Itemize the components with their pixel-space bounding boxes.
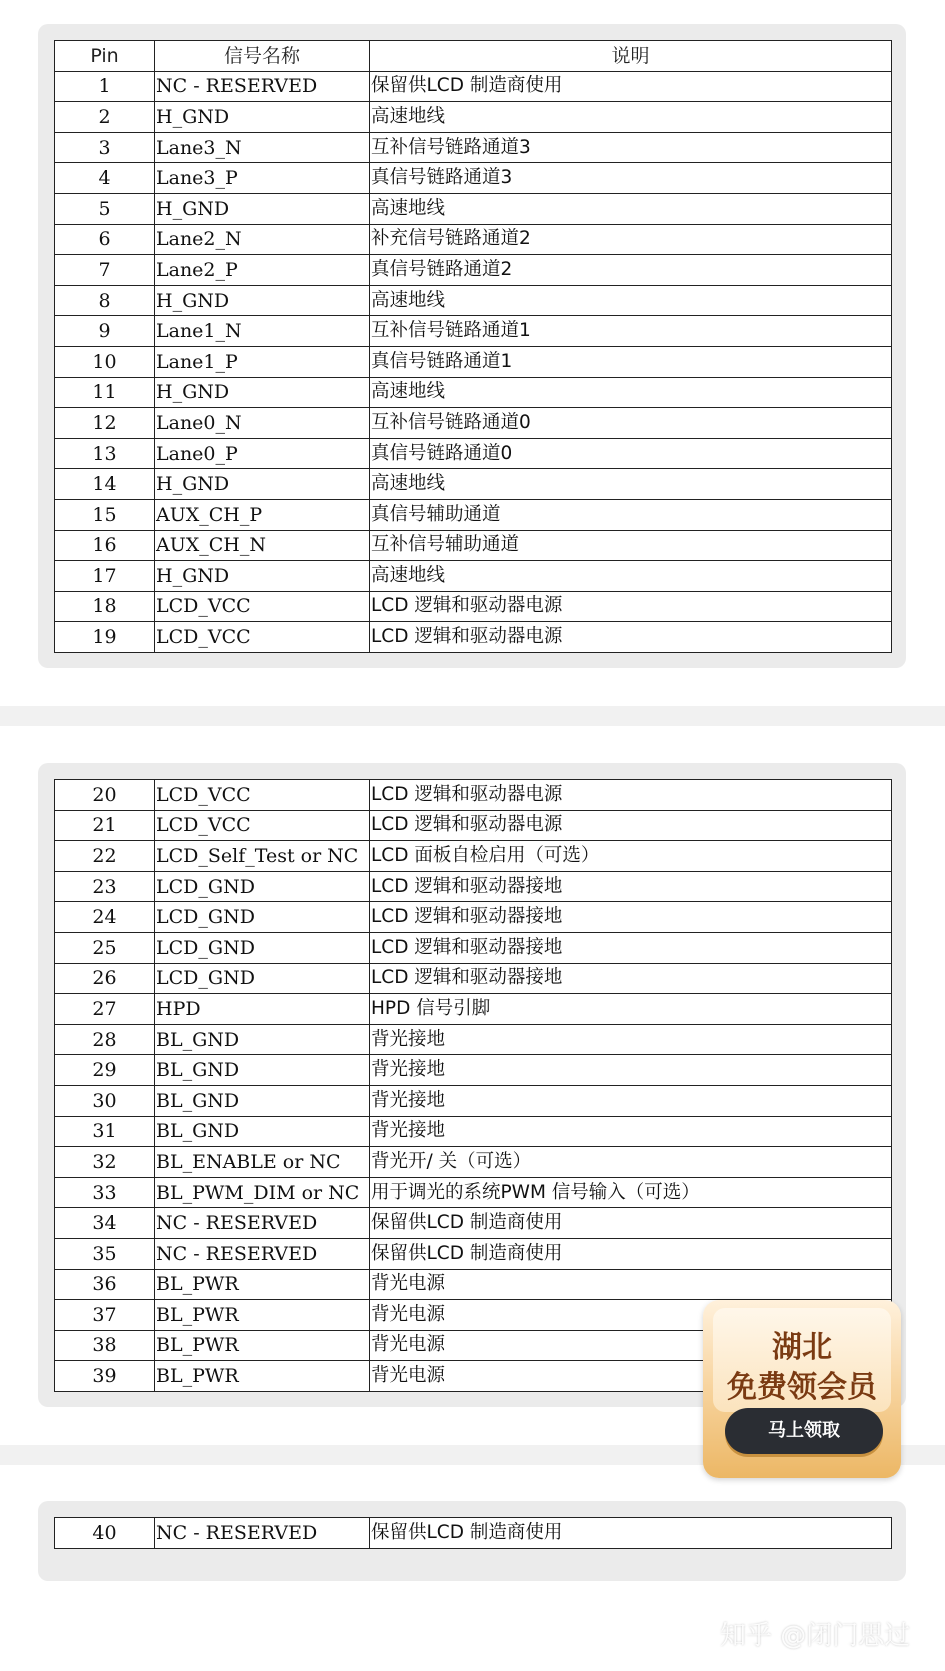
description-cell: 背光电源 [370, 1330, 892, 1361]
description-cell: 背光接地 [370, 1055, 892, 1086]
signal-cell: H_GND [155, 193, 370, 224]
promo-subtitle: 免费领会员 [727, 1370, 877, 1405]
table-row [55, 163, 892, 194]
signal-cell: LCD_VCC [155, 591, 370, 622]
pin-cell: 24 [55, 902, 155, 933]
description-cell: 真信号辅助通道 [370, 499, 892, 530]
description-cell: 高速地线 [370, 561, 892, 592]
description-cell: 保留供LCD 制造商使用 [370, 1208, 892, 1239]
table-body-1 [55, 71, 892, 652]
description-cell: 真信号链路通道2 [370, 255, 892, 286]
table-row [55, 1085, 892, 1116]
pin-cell: 14 [55, 469, 155, 500]
pin-table-1 [54, 40, 892, 653]
signal-cell: BL_GND [155, 1024, 370, 1055]
signal-cell: BL_GND [155, 1055, 370, 1086]
pin-cell: 5 [55, 193, 155, 224]
pin-cell: 6 [55, 224, 155, 255]
table-row [55, 438, 892, 469]
description-cell: 高速地线 [370, 285, 892, 316]
signal-cell: LCD_GND [155, 902, 370, 933]
table-row [55, 530, 892, 561]
pin-cell: 38 [55, 1330, 155, 1361]
signal-cell: BL_PWM_DIM or NC [155, 1177, 370, 1208]
table-row [55, 1177, 892, 1208]
description-cell: 真信号链路通道1 [370, 346, 892, 377]
pin-cell: 29 [55, 1055, 155, 1086]
signal-cell: LCD_GND [155, 963, 370, 994]
pin-cell: 31 [55, 1116, 155, 1147]
signal-cell: LCD_VCC [155, 810, 370, 841]
pin-cell: 36 [55, 1269, 155, 1300]
table-row [55, 377, 892, 408]
description-cell: LCD 逻辑和驱动器接地 [370, 932, 892, 963]
table-row [55, 841, 892, 872]
pin-cell: 7 [55, 255, 155, 286]
pin-cell: 1 [55, 71, 155, 102]
pin-cell: 2 [55, 102, 155, 133]
signal-cell: Lane3_P [155, 163, 370, 194]
signal-cell: LCD_Self_Test or NC [155, 841, 370, 872]
signal-cell: BL_ENABLE or NC [155, 1147, 370, 1178]
table-body-3 [55, 1518, 892, 1549]
signal-cell: NC - RESERVED [155, 1208, 370, 1239]
pin-cell: 10 [55, 346, 155, 377]
signal-cell: Lane3_N [155, 132, 370, 163]
claim-button[interactable]: 马上领取 [725, 1408, 883, 1454]
signal-cell: NC - RESERVED [155, 1518, 370, 1549]
table-row [55, 346, 892, 377]
table-row [55, 132, 892, 163]
table-row [55, 780, 892, 811]
table-row [55, 1518, 892, 1549]
table-header-row [55, 41, 892, 72]
pin-cell: 25 [55, 932, 155, 963]
signal-cell: HPD [155, 994, 370, 1025]
table-row [55, 963, 892, 994]
pin-cell: 39 [55, 1361, 155, 1392]
pin-cell: 4 [55, 163, 155, 194]
description-cell: LCD 逻辑和驱动器接地 [370, 871, 892, 902]
description-cell: 背光电源 [370, 1300, 892, 1331]
description-cell: LCD 逻辑和驱动器接地 [370, 963, 892, 994]
pin-cell: 3 [55, 132, 155, 163]
table-row [55, 561, 892, 592]
pin-cell: 27 [55, 994, 155, 1025]
signal-cell: Lane0_P [155, 438, 370, 469]
signal-cell: BL_GND [155, 1085, 370, 1116]
pin-cell: 21 [55, 810, 155, 841]
pin-cell: 9 [55, 316, 155, 347]
signal-cell: NC - RESERVED [155, 1238, 370, 1269]
description-cell: HPD 信号引脚 [370, 994, 892, 1025]
pin-cell: 28 [55, 1024, 155, 1055]
pin-cell: 34 [55, 1208, 155, 1239]
description-cell: 互补信号链路通道1 [370, 316, 892, 347]
description-cell: 真信号链路通道3 [370, 163, 892, 194]
pin-cell: 23 [55, 871, 155, 902]
table-row [55, 71, 892, 102]
description-cell: 背光开/ 关（可选） [370, 1147, 892, 1178]
description-cell: 互补信号链路通道3 [370, 132, 892, 163]
table-row [55, 255, 892, 286]
pin-cell: 11 [55, 377, 155, 408]
promo-title: 湖北 [772, 1330, 832, 1365]
description-cell: LCD 逻辑和驱动器电源 [370, 810, 892, 841]
signal-cell: BL_PWR [155, 1269, 370, 1300]
promo-badge[interactable] [703, 1300, 901, 1478]
signal-cell: NC - RESERVED [155, 71, 370, 102]
signal-cell: H_GND [155, 102, 370, 133]
signal-cell: LCD_VCC [155, 780, 370, 811]
description-cell: 保留供LCD 制造商使用 [370, 1238, 892, 1269]
description-cell: 背光电源 [370, 1361, 892, 1392]
pin-cell: 22 [55, 841, 155, 872]
table-row [55, 591, 892, 622]
table-row [55, 499, 892, 530]
signal-cell: H_GND [155, 377, 370, 408]
signal-cell: LCD_VCC [155, 622, 370, 653]
description-cell: 补充信号链路通道2 [370, 224, 892, 255]
table-row [55, 408, 892, 439]
signal-cell: AUX_CH_P [155, 499, 370, 530]
description-cell: 互补信号辅助通道 [370, 530, 892, 561]
header-signal: 信号名称 [155, 41, 370, 72]
pin-cell: 18 [55, 591, 155, 622]
signal-cell: H_GND [155, 285, 370, 316]
signal-cell: Lane1_P [155, 346, 370, 377]
signal-cell: LCD_GND [155, 871, 370, 902]
signal-cell: Lane2_P [155, 255, 370, 286]
table-row [55, 994, 892, 1025]
signal-cell: BL_PWR [155, 1330, 370, 1361]
description-cell: 高速地线 [370, 377, 892, 408]
table-row [55, 316, 892, 347]
description-cell: 互补信号链路通道0 [370, 408, 892, 439]
pin-cell: 8 [55, 285, 155, 316]
signal-cell: BL_GND [155, 1116, 370, 1147]
table-row [55, 1269, 892, 1300]
table-row [55, 1238, 892, 1269]
pin-cell: 19 [55, 622, 155, 653]
pin-cell: 16 [55, 530, 155, 561]
pin-cell: 32 [55, 1147, 155, 1178]
table-row [55, 102, 892, 133]
pin-cell: 30 [55, 1085, 155, 1116]
signal-cell: AUX_CH_N [155, 530, 370, 561]
signal-cell: H_GND [155, 561, 370, 592]
table-row [55, 622, 892, 653]
description-cell: LCD 逻辑和驱动器接地 [370, 902, 892, 933]
table-row [55, 1055, 892, 1086]
description-cell: 背光接地 [370, 1085, 892, 1116]
pin-cell: 26 [55, 963, 155, 994]
table-card-1 [38, 24, 906, 668]
description-cell: 用于调光的系统PWM 信号输入（可选） [370, 1177, 892, 1208]
header-description: 说明 [370, 41, 892, 72]
table-row [55, 224, 892, 255]
description-cell: LCD 逻辑和驱动器电源 [370, 780, 892, 811]
pin-cell: 33 [55, 1177, 155, 1208]
pin-cell: 12 [55, 408, 155, 439]
pin-cell: 13 [55, 438, 155, 469]
header-pin: Pin [55, 41, 155, 72]
table-row [55, 810, 892, 841]
pin-cell: 35 [55, 1238, 155, 1269]
table-row [55, 871, 892, 902]
signal-cell: BL_PWR [155, 1300, 370, 1331]
table-row [55, 932, 892, 963]
table-row [55, 193, 892, 224]
description-cell: LCD 面板自检启用（可选） [370, 841, 892, 872]
pin-cell: 37 [55, 1300, 155, 1331]
signal-cell: LCD_GND [155, 932, 370, 963]
table-card-3 [38, 1501, 906, 1581]
signal-cell: Lane2_N [155, 224, 370, 255]
description-cell: LCD 逻辑和驱动器电源 [370, 622, 892, 653]
description-cell: 背光电源 [370, 1269, 892, 1300]
table-row [55, 1024, 892, 1055]
description-cell: 真信号链路通道0 [370, 438, 892, 469]
table-row [55, 1208, 892, 1239]
pin-cell: 15 [55, 499, 155, 530]
description-cell: 保留供LCD 制造商使用 [370, 1518, 892, 1549]
table-row [55, 902, 892, 933]
description-cell: 高速地线 [370, 102, 892, 133]
table-row [55, 469, 892, 500]
pin-cell: 20 [55, 780, 155, 811]
signal-cell: BL_PWR [155, 1361, 370, 1392]
description-cell: LCD 逻辑和驱动器电源 [370, 591, 892, 622]
pin-cell: 40 [55, 1518, 155, 1549]
signal-cell: Lane1_N [155, 316, 370, 347]
description-cell: 高速地线 [370, 469, 892, 500]
table-row [55, 1147, 892, 1178]
table-row [55, 1116, 892, 1147]
description-cell: 背光接地 [370, 1024, 892, 1055]
signal-cell: Lane0_N [155, 408, 370, 439]
pin-table-3 [54, 1517, 892, 1549]
description-cell: 高速地线 [370, 193, 892, 224]
table-row [55, 285, 892, 316]
watermark: 知乎 @闭门思过 [720, 1621, 911, 1651]
description-cell: 保留供LCD 制造商使用 [370, 71, 892, 102]
description-cell: 背光接地 [370, 1116, 892, 1147]
promo-card [713, 1308, 891, 1412]
pin-cell: 17 [55, 561, 155, 592]
section-divider [0, 706, 945, 726]
signal-cell: H_GND [155, 469, 370, 500]
